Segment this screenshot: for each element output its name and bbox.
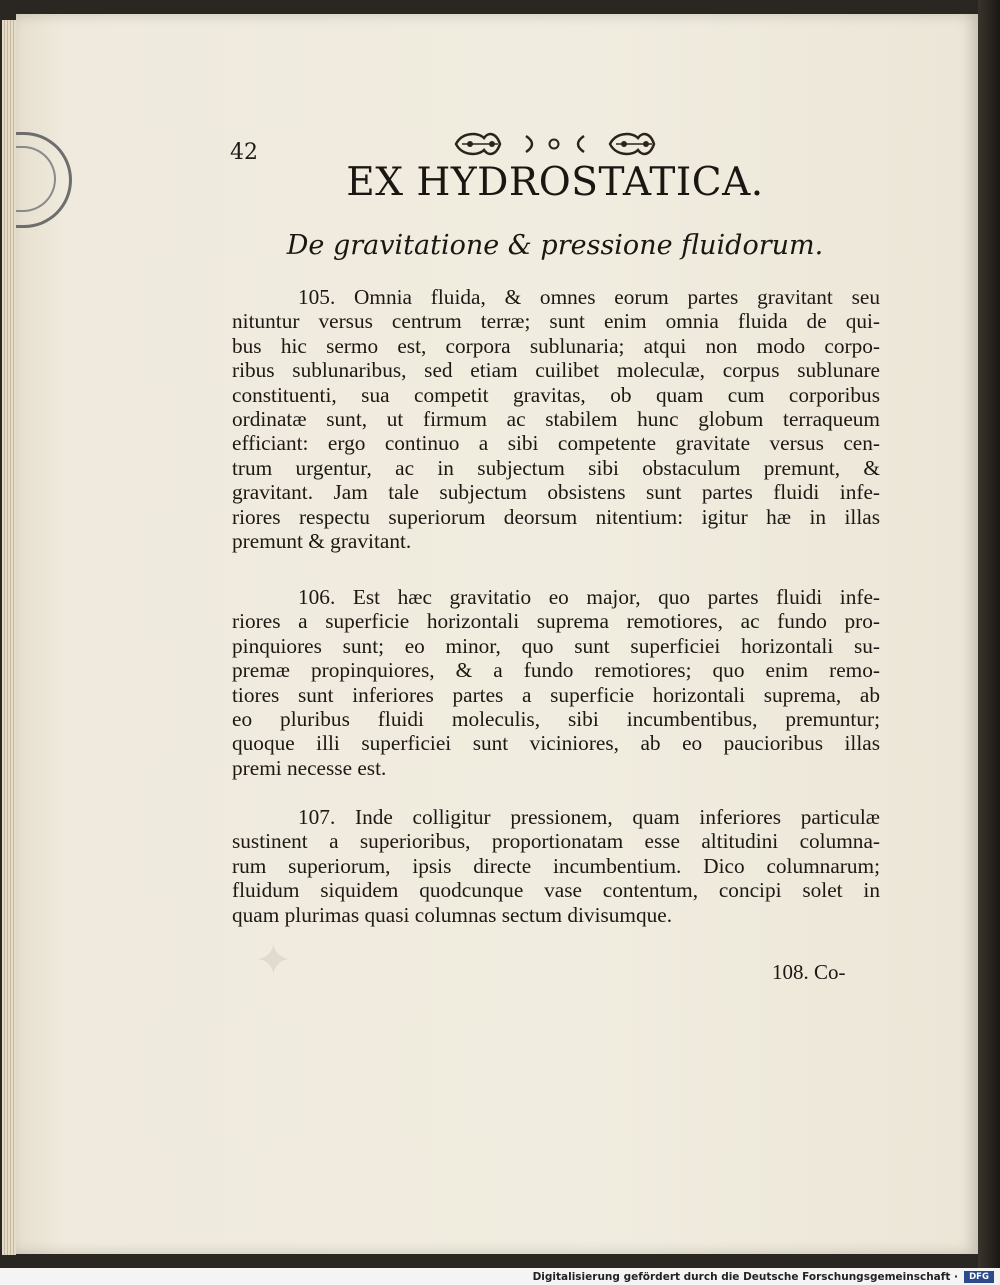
section-subtitle: De gravitatione & pressione fluidorum. (286, 230, 824, 261)
text-line: pinquiores sunt; eo minor, quo sunt superficiei horizontali su- (232, 633, 880, 658)
bleed-through-mark: ✦ (255, 935, 292, 986)
book-edge-right (978, 0, 1000, 1270)
text-line: quam plurimas quasi columnas sectum divisumque. (232, 902, 673, 927)
text-line: fluidum siquidem quodcunque vase contentum, concipi solet in (232, 878, 880, 903)
text-line: nituntur versus centrum terræ; sunt enim omnia fluida de qui- (232, 309, 880, 334)
paragraph-105 (232, 285, 880, 553)
dfg-logo: DFG (964, 1271, 994, 1283)
text-line: premunt & gravitant. (232, 529, 412, 554)
text-line: 107. Inde colligitur pressionem, quam inferiores particulæ (298, 805, 880, 829)
text-line: quoque illi superficiei sunt viciniores, ab eo paucioribus illas (232, 731, 880, 756)
text-line: efficiant: ergo continuo a sibi competente gravitate versus cen- (232, 431, 880, 456)
text-line: 106. Est hæc gravitatio eo major, quo partes fluidi infe- (298, 585, 880, 609)
text-line: rum superiorum, ipsis directe incumbentium. Dico columnarum; (232, 853, 880, 878)
text-line: constituenti, sua competit gravitas, ob quam cum corporibus (232, 382, 880, 407)
text-line: premæ propinquiores, & a fundo remotiores; quo enim remo- (232, 658, 880, 683)
text-line: ordinatæ sunt, ut firmum ac stabilem hunc globum terraqueum (232, 407, 880, 432)
page-number: 42 (230, 140, 258, 165)
catchword: 108. Co- (772, 960, 846, 984)
text-line: gravitant. Jam tale subjectum obsistens sunt partes fluidi infe- (232, 480, 880, 505)
text-line: bus hic sermo est, corpora sublunaria; atqui non modo corpo- (232, 333, 880, 358)
text-line: 105. Omnia fluida, & omnes eorum partes gravitant seu (298, 285, 880, 309)
paragraph-106 (232, 585, 880, 780)
header-ornament-icon (448, 128, 663, 160)
text-line: eo pluribus fluidi moleculis, sibi incumbentibus, premuntur; (232, 707, 880, 732)
text-line: tiores sunt inferiores partes a superficie horizontali suprema, ab (232, 682, 880, 707)
text-line: ribus sublunaribus, sed etiam cuilibet moleculæ, corpus sublunare (232, 358, 880, 383)
text-line: trum urgentur, ac in subjectum sibi obstaculum premunt, & (232, 455, 880, 480)
text-line: sustinent a superioribus, proportionatam esse altitudini columna- (232, 829, 880, 854)
paragraph-107 (232, 805, 880, 927)
digitization-credit: Digitalisierung gefördert durch die Deutsche Forschungsgemeinschaft · (532, 1271, 958, 1283)
text-line: riores a superficie horizontali suprema remotiores, ac fundo pro- (232, 609, 880, 634)
text-line: riores respectu superiorum deorsum nitentium: igitur hæ in illas (232, 504, 880, 529)
page-title: EX HYDROSTATICA. (346, 160, 764, 205)
page-stack-left (2, 20, 16, 1255)
text-line: premi necesse est. (232, 755, 387, 780)
